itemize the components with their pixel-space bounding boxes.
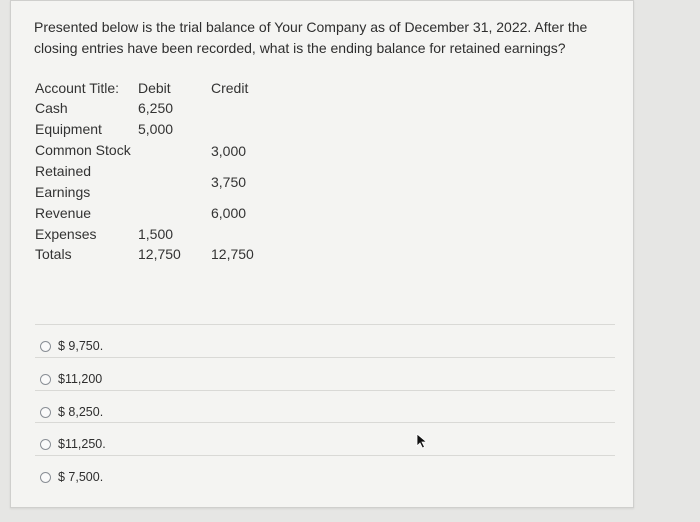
choice-label[interactable]: $11,200: [58, 372, 103, 386]
row-cash-account: Cash: [35, 100, 68, 116]
row-revenue-credit: 6,000: [211, 205, 247, 221]
header-credit: Credit: [211, 80, 249, 96]
row-equipment-debit: 5,000: [138, 121, 174, 137]
row-cash-debit: 6,250: [138, 100, 174, 116]
choice-option[interactable]: [35, 455, 615, 489]
choice-label[interactable]: $ 7,500.: [58, 470, 104, 484]
choice-option[interactable]: [35, 357, 615, 391]
choice-label[interactable]: $ 8,250.: [58, 405, 104, 419]
row-totals-account: Totals: [35, 246, 72, 262]
row-expenses-debit: 1,500: [138, 226, 174, 242]
row-retained-earnings-account-line2: Earnings: [35, 184, 91, 200]
radio-button-icon[interactable]: [40, 472, 51, 483]
mouse-pointer-icon: [416, 433, 428, 449]
radio-button-icon[interactable]: [40, 374, 51, 385]
row-equipment-account: Equipment: [35, 121, 102, 137]
choice-option[interactable]: [35, 422, 615, 456]
radio-button-icon[interactable]: [40, 341, 51, 352]
choice-option[interactable]: [35, 390, 615, 424]
row-expenses-account: Expenses: [35, 226, 97, 242]
row-retained-earnings-account-line1: Retained: [35, 163, 92, 179]
choice-label[interactable]: $11,250.: [58, 437, 106, 451]
question-text: Presented below is the trial balance of Your Company as of December 31, 2022. After the closing entries have been recorded, what is the ending balance for retained earnings?: [34, 19, 588, 56]
header-account: Account Title:: [35, 80, 120, 96]
row-revenue-account: Revenue: [35, 205, 92, 221]
choice-label[interactable]: $ 9,750.: [58, 339, 104, 353]
row-retained-earnings-credit: 3,750: [211, 174, 247, 190]
row-totals-credit: 12,750: [211, 246, 254, 262]
question-card: [10, 0, 634, 508]
row-totals-debit: 12,750: [138, 246, 181, 262]
trial-balance-table: [11, 1, 611, 301]
header-debit: Debit: [138, 80, 171, 96]
choice-option[interactable]: [35, 324, 615, 358]
row-common-stock-credit: 3,000: [211, 143, 247, 159]
row-common-stock-account: Common Stock: [35, 142, 131, 158]
radio-button-icon[interactable]: [40, 439, 51, 450]
radio-button-icon[interactable]: [40, 407, 51, 418]
